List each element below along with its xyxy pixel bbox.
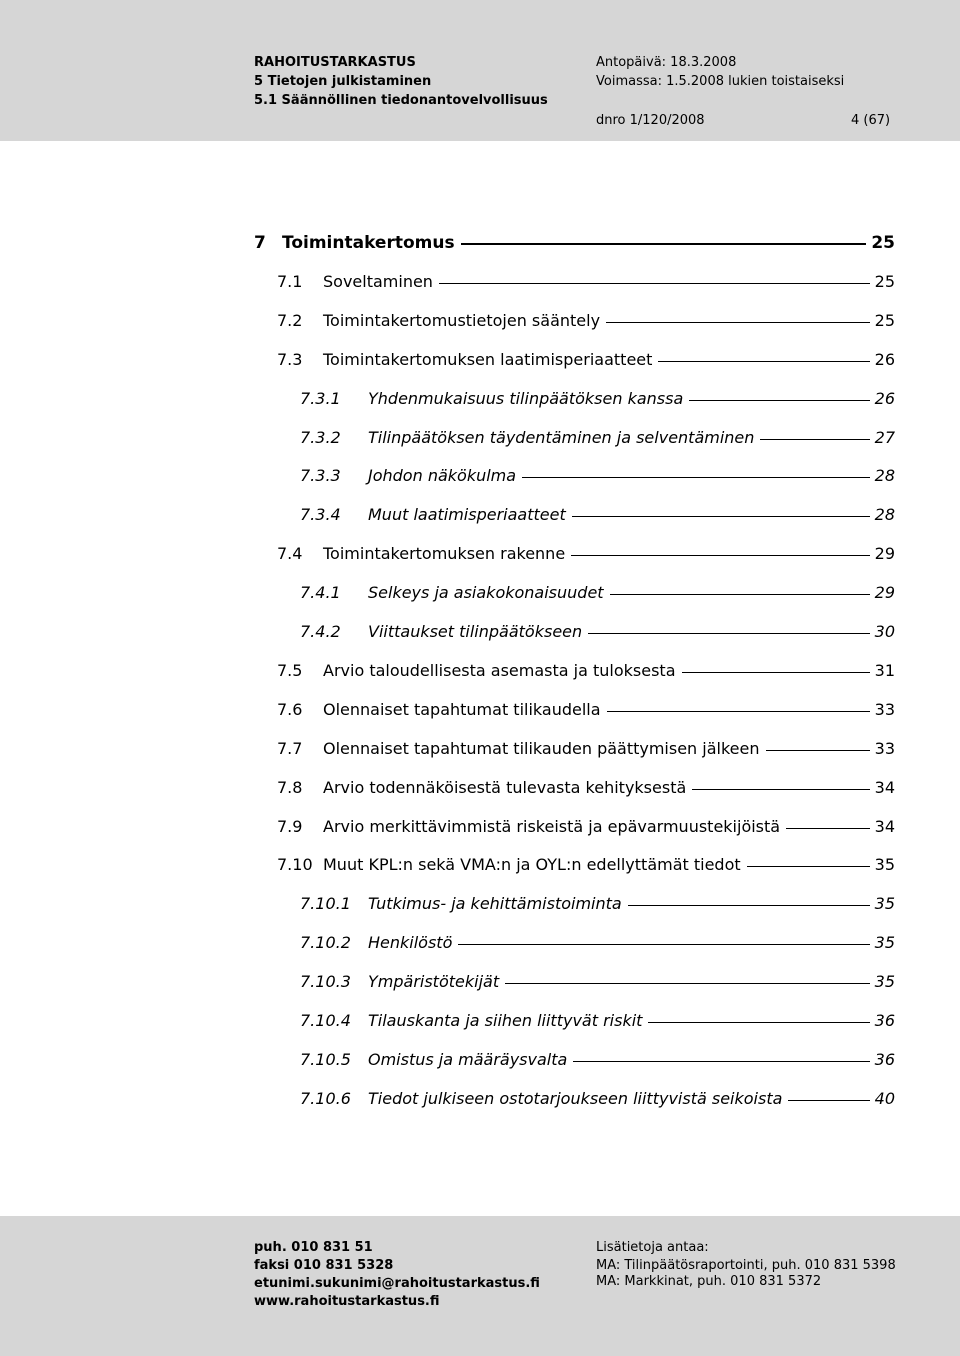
toc-entry-title: Selkeys ja asiakokonaisuudet	[368, 583, 604, 602]
toc-entry-number: 7.5	[277, 661, 303, 680]
header-valid-from: Voimassa: 1.5.2008 lukien toistaiseksi	[596, 74, 845, 89]
header-section: 5.1 Säännöllinen tiedonantovelvollisuus	[254, 93, 548, 108]
toc-entry-page: 28	[874, 466, 895, 485]
toc-entry-number: 7.10	[277, 855, 313, 874]
toc-leader-line	[572, 516, 870, 517]
toc-leader-line	[648, 1022, 869, 1023]
toc-entry-page: 29	[874, 544, 895, 563]
toc-entry-page: 33	[874, 700, 895, 719]
toc-entry[interactable]	[277, 739, 895, 759]
footer-phone: puh. 010 831 51	[254, 1240, 373, 1255]
toc-entry[interactable]	[300, 622, 895, 642]
toc-entry[interactable]	[277, 272, 895, 292]
toc-entry-title: Tilinpäätöksen täydentäminen ja selventäminen	[368, 428, 755, 447]
footer-contact-markets: MA: Markkinat, puh. 010 831 5372	[596, 1274, 822, 1289]
toc-leader-line	[606, 322, 870, 323]
toc-entry[interactable]	[300, 933, 895, 953]
toc-leader-line	[786, 828, 870, 829]
footer-website: www.rahoitustarkastus.fi	[254, 1294, 440, 1309]
toc-leader-line	[682, 672, 870, 673]
toc-entry-page: 33	[874, 739, 895, 758]
toc-entry-title: Soveltaminen	[323, 272, 433, 291]
toc-entry-page: 34	[874, 817, 895, 836]
toc-entry-page: 35	[874, 933, 895, 952]
toc-entry-number: 7.10.6	[300, 1089, 351, 1108]
toc-entry-title: Toimintakertomus	[282, 233, 455, 253]
toc-entry[interactable]	[254, 233, 895, 253]
header-page-number: 4 (67)	[851, 113, 891, 128]
toc-entry-number: 7.7	[277, 739, 303, 758]
toc-entry-title: Toimintakertomuksen rakenne	[323, 544, 566, 563]
toc-entry[interactable]	[300, 1011, 895, 1031]
footer-more-info-label: Lisätietoja antaa:	[596, 1240, 709, 1255]
toc-entry[interactable]	[300, 894, 895, 914]
toc-entry-page: 35	[874, 855, 895, 874]
toc-entry-number: 7.3.4	[300, 505, 341, 524]
toc-entry-page: 40	[874, 1089, 895, 1108]
toc-entry-page: 36	[874, 1011, 895, 1030]
toc-entry-number: 7.3.2	[300, 428, 341, 447]
toc-entry[interactable]	[277, 817, 895, 837]
toc-leader-line	[458, 944, 869, 945]
toc-entry-page: 26	[874, 350, 895, 369]
toc-entry-number: 7.10.3	[300, 972, 351, 991]
toc-entry-title: Muut KPL:n sekä VMA:n ja OYL:n edellyttämät tiedot	[323, 855, 741, 874]
toc-entry-number: 7.10.5	[300, 1050, 351, 1069]
toc-entry-page: 26	[874, 389, 895, 408]
toc-leader-line	[610, 594, 870, 595]
toc-entry-title: Tilauskanta ja siihen liittyvät riskit	[368, 1011, 643, 1030]
footer-fax: faksi 010 831 5328	[254, 1258, 394, 1273]
toc-entry-title: Yhdenmukaisuus tilinpäätöksen kanssa	[368, 389, 684, 408]
footer-contact-reporting: MA: Tilinpäätösraportointi, puh. 010 831 5398	[596, 1258, 896, 1273]
page-header	[0, 0, 960, 141]
toc-entry-number: 7.3	[277, 350, 303, 369]
toc-entry[interactable]	[300, 466, 895, 486]
toc-entry-number: 7.3.1	[300, 389, 341, 408]
toc-entry-number: 7.10.4	[300, 1011, 351, 1030]
toc-entry-number: 7	[254, 233, 266, 253]
toc-entry-number: 7.10.2	[300, 933, 351, 952]
toc-entry[interactable]	[300, 1089, 895, 1109]
toc-leader-line	[788, 1100, 869, 1101]
header-issued-date: Antopäivä: 18.3.2008	[596, 55, 737, 70]
toc-leader-line	[628, 905, 870, 906]
toc-leader-line	[658, 361, 869, 362]
toc-entry-title: Ympäristötekijät	[368, 972, 500, 991]
toc-entry-number: 7.3.3	[300, 466, 341, 485]
toc-leader-line	[571, 555, 869, 556]
toc-entry-title: Olennaiset tapahtumat tilikauden päättymisen jälkeen	[323, 739, 760, 758]
toc-entry-number: 7.4.1	[300, 583, 341, 602]
toc-leader-line	[522, 477, 870, 478]
toc-entry-number: 7.4.2	[300, 622, 341, 641]
toc-entry-number: 7.2	[277, 311, 303, 330]
toc-entry-title: Arvio todennäköisestä tulevasta kehityksestä	[323, 778, 687, 797]
toc-entry-page: 30	[874, 622, 895, 641]
toc-leader-line	[689, 400, 869, 401]
toc-entry-page: 35	[874, 972, 895, 991]
toc-entry-title: Olennaiset tapahtumat tilikaudella	[323, 700, 601, 719]
toc-leader-line	[588, 633, 870, 634]
toc-entry-title: Johdon näkökulma	[368, 466, 517, 485]
toc-entry-title: Muut laatimisperiaatteet	[368, 505, 566, 524]
toc-entry[interactable]	[277, 311, 895, 331]
toc-entry[interactable]	[300, 428, 895, 448]
toc-leader-line	[607, 711, 870, 712]
toc-entry-page: 29	[874, 583, 895, 602]
header-org: RAHOITUSTARKASTUS	[254, 55, 416, 70]
toc-entry-number: 7.6	[277, 700, 303, 719]
toc-entry-title: Toimintakertomuksen laatimisperiaatteet	[323, 350, 653, 369]
toc-leader-line	[692, 789, 869, 790]
toc-entry[interactable]	[277, 855, 895, 875]
toc-entry-title: Viittaukset tilinpäätökseen	[368, 622, 583, 641]
toc-entry-number: 7.10.1	[300, 894, 351, 913]
toc-entry[interactable]	[277, 700, 895, 720]
toc-entry[interactable]	[300, 1050, 895, 1070]
toc-entry-page: 27	[874, 428, 895, 447]
toc-entry-page: 25	[874, 311, 895, 330]
header-chapter: 5 Tietojen julkistaminen	[254, 74, 432, 89]
toc-entry[interactable]	[300, 972, 895, 992]
toc-entry-number: 7.4	[277, 544, 303, 563]
toc-entry-number: 7.1	[277, 272, 303, 291]
toc-entry-title: Henkilöstö	[368, 933, 453, 952]
toc-entry-page: 31	[874, 661, 895, 680]
toc-entry-page: 25	[874, 272, 895, 291]
toc-entry[interactable]	[277, 661, 895, 681]
toc-entry-number: 7.9	[277, 817, 303, 836]
toc-leader-line	[461, 243, 867, 245]
toc-entry-page: 34	[874, 778, 895, 797]
toc-leader-line	[766, 750, 870, 751]
toc-entry-title: Tutkimus- ja kehittämistoiminta	[368, 894, 622, 913]
toc-entry-title: Omistus ja määräysvalta	[368, 1050, 568, 1069]
header-document-number: dnro 1/120/2008	[596, 113, 705, 128]
toc-entry[interactable]	[300, 583, 895, 603]
toc-leader-line	[760, 439, 869, 440]
toc-entry[interactable]	[277, 778, 895, 798]
toc-entry-page: 25	[871, 233, 895, 253]
toc-entry-title: Toimintakertomustietojen sääntely	[323, 311, 601, 330]
toc-leader-line	[573, 1061, 869, 1062]
toc-entry-title: Arvio taloudellisesta asemasta ja tuloksesta	[323, 661, 676, 680]
toc-entry[interactable]	[277, 350, 895, 370]
toc-entry-page: 28	[874, 505, 895, 524]
toc-entry[interactable]	[300, 389, 895, 409]
toc-leader-line	[439, 283, 870, 284]
toc-entry-page: 36	[874, 1050, 895, 1069]
toc-entry[interactable]	[300, 505, 895, 525]
toc-entry-title: Tiedot julkiseen ostotarjoukseen liittyvistä seikoista	[368, 1089, 783, 1108]
footer-email: etunimi.sukunimi@rahoitustarkastus.fi	[254, 1276, 540, 1291]
page-footer	[0, 1216, 960, 1356]
toc-entry-number: 7.8	[277, 778, 303, 797]
toc-entry-page: 35	[874, 894, 895, 913]
toc-leader-line	[747, 866, 870, 867]
toc-entry[interactable]	[277, 544, 895, 564]
toc-entry-title: Arvio merkittävimmistä riskeistä ja epävarmuustekijöistä	[323, 817, 781, 836]
toc-leader-line	[505, 983, 870, 984]
